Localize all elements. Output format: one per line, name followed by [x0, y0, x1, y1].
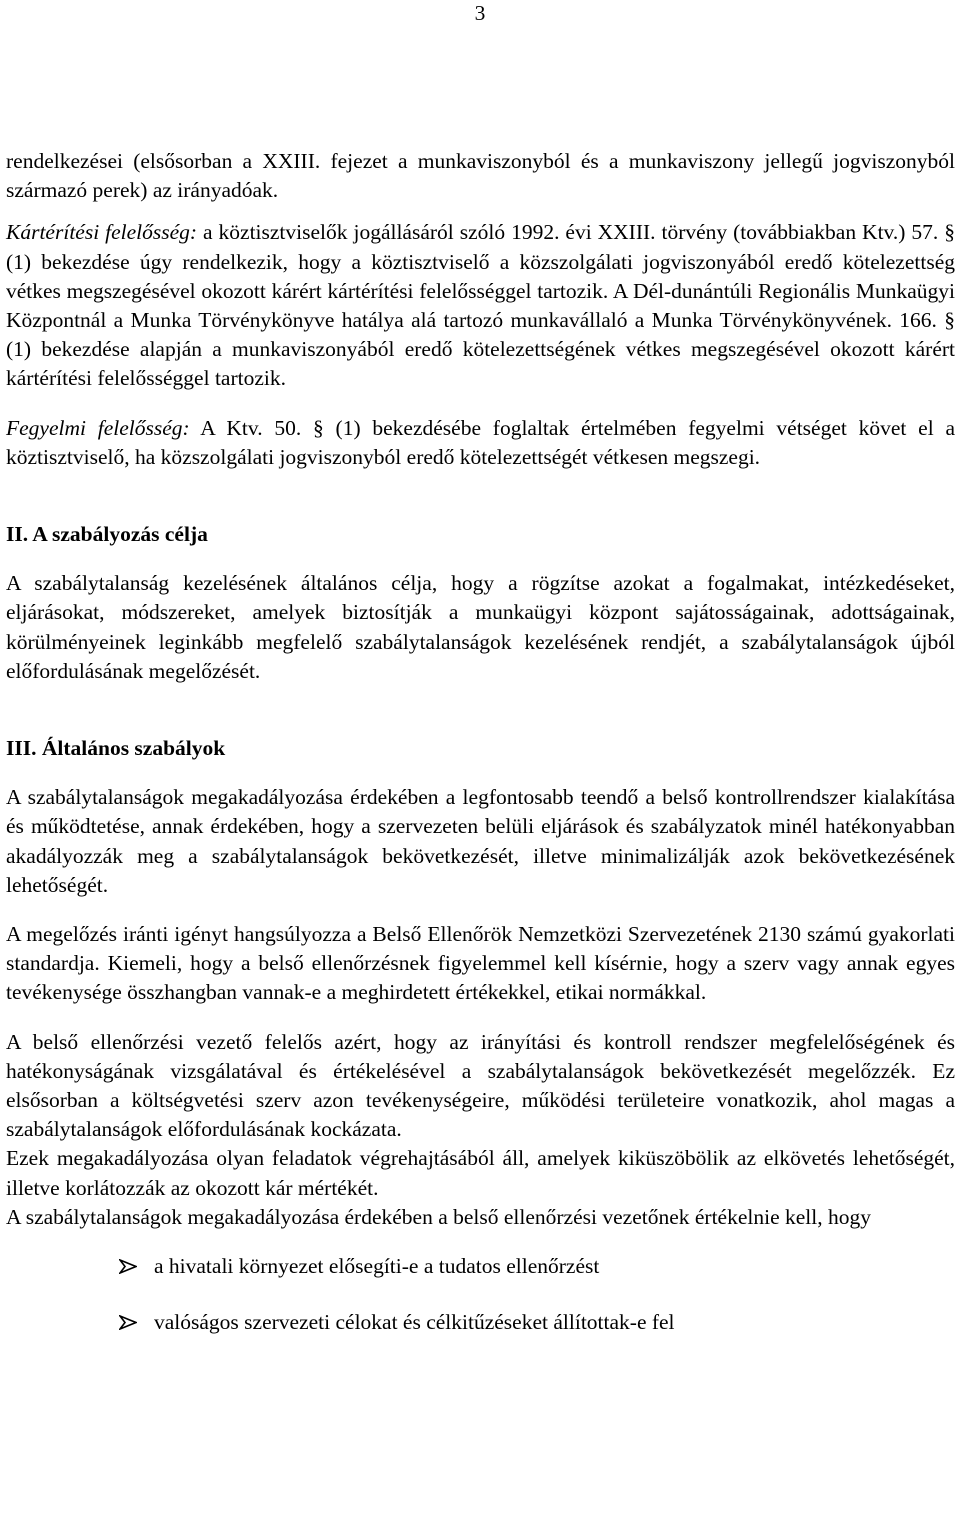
list-item-text: valóságos szervezeti célokat és célkitűzéseket állítottak-e fel — [154, 1310, 675, 1335]
section-3-paragraph-5: A szabálytalanságok megakadályozása érdekében a belső ellenőrzési vezetőnek értékelnie kell, hogy — [6, 1204, 871, 1229]
section-3-paragraph-2: A megelőzés iránti igényt hangsúlyozza a Belső Ellenőrök Nemzetközi Szervezetének 2130 számú gyakorlati standardja. Kiemeli, hogy a belső ellenőrzésnek figyelemmel kell kísérnie, hogy a szerv vagy annak egyes tevékenysége összhangban vannak-e a meghirdetett értékekkel, etikai normákkal. — [6, 922, 955, 1005]
arrow-bullet-icon — [119, 1315, 137, 1330]
section-3-paragraph-4: Ezek megakadályozása olyan feladatok végrehajtásából áll, amelyek kiküszöbölik az elkövetés lehetőségét, illetve korlátozzák az okozott kár mértékét. — [6, 1146, 955, 1200]
paragraph-disciplinary-liability — [6, 414, 955, 472]
section-3-heading: III. Általános szabályok — [6, 736, 226, 761]
paragraph-labor-provisions: rendelkezései (elsősorban a XXIII. fejezet a munkaviszonyból és a munkaviszony jellegű jogviszonyból származó perek) az irányadóak. — [6, 149, 955, 203]
list-item-text: a hivatali környezet elősegíti-e a tudatos ellenőrzést — [154, 1254, 600, 1279]
section-2-paragraph: A szabálytalanság kezelésének általános célja, hogy a rögzítse azokat a fogalmakat, intézkedéseket, eljárásokat, módszereket, amelyek biztosítják a munkaügyi központ sajátosságainak, adottságainak, körülményeinek leginkább megfelelő szabálytalanságok kezelésének rendjét, a szabálytalanságok újból előfordulásának megelőzését. — [6, 571, 955, 683]
list-item — [6, 1252, 955, 1281]
list-item — [6, 1308, 955, 1337]
section-3-paragraph-1: A szabálytalanságok megakadályozása érdekében a legfontosabb teendő a belső kontrollrendszer kialakítása és működtetése, annak érdekében, hogy a szervezeten belüli eljárások és szabályzatok minél hatékonyabban akadályozzák meg a szabálytalanságok bekövetkezését, illetve minimalizálják azok bekövetkezésének lehetőségét. — [6, 785, 955, 897]
evaluation-bullet-list — [6, 1252, 955, 1337]
compensation-liability-text: a köztisztviselők jogállásáról szóló 1992. évi XXIII. törvény (továbbiakban Ktv.) 57. § (1) bekezdése úgy rendelkezik, hogy a köztisztviselő a közszolgálati jogviszonyából eredő kötelezettség vétkes megszegésével okozott kárért kártérítési felelősséggel tartozik. A Dél-dunántúli Regionális Munkaügyi Központnál a Munka Törvénykönyve hatálya alá tartozó munkavállaló a Munka Törvénykönyvének. 166. § (1) bekezdése alapján a munkaviszonyából eredő kötelezettségének vétkes megszegésével okozott kárért kártérítési felelősséggel tartozik. — [6, 220, 955, 391]
arrow-bullet-icon — [119, 1259, 137, 1274]
disciplinary-liability-text: A Ktv. 50. § (1) bekezdésébe foglaltak értelmében fegyelmi vétséget követ el a köztisztviselő, ha közszolgálati jogviszonyból eredő kötelezettségét vétkesen megszegi. — [6, 415, 955, 469]
document-body — [6, 147, 955, 1338]
compensation-liability-label: Kártérítési felelősség: — [6, 220, 198, 245]
paragraph-compensation-liability — [6, 218, 955, 393]
section-2-heading: II. A szabályozás célja — [6, 522, 208, 547]
section-3-paragraph-3: A belső ellenőrzési vezető felelős azért, hogy az irányítási és kontroll rendszer megfelelőségének és hatékonyságának vizsgálatával és értékelésével a szabálytalanságok bekövetkezését megelőzzék. Ez elsősorban a költségvetési szerv azon tevékenységeire, működési területeire vonatkozik, ahol magas a szabálytalanságok előfordulásának kockázata. — [6, 1029, 955, 1142]
disciplinary-liability-label: Fegyelmi felelősség: — [6, 415, 190, 440]
page-number: 3 — [474, 1, 486, 25]
